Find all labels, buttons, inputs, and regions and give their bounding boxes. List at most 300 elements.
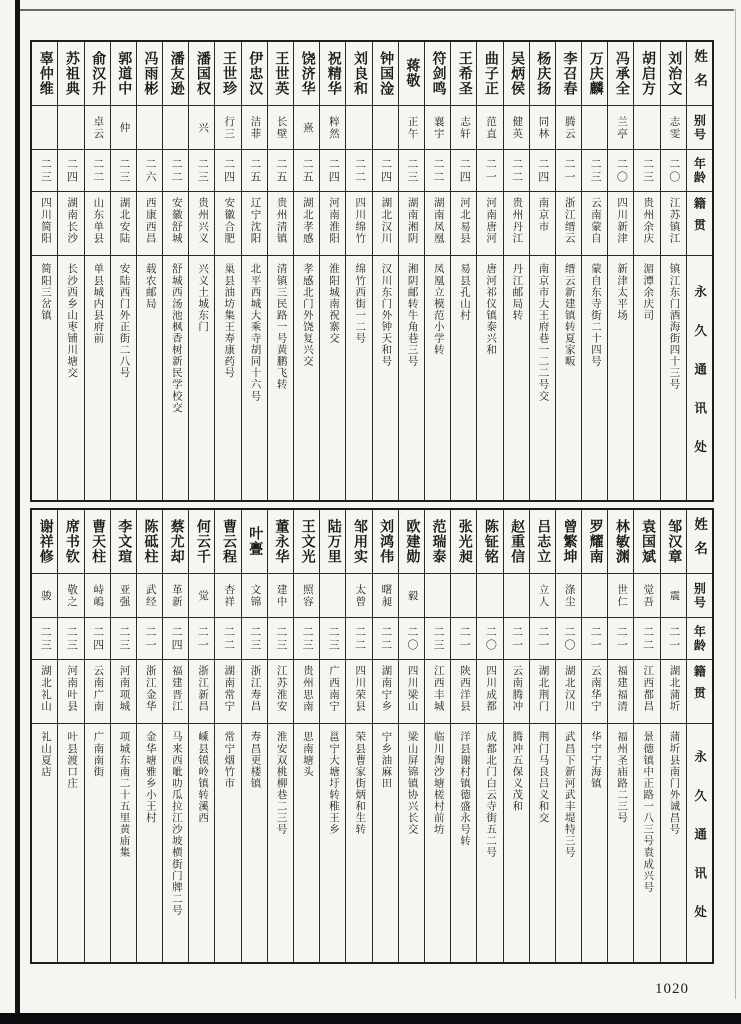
person-origin: 湖北汉川 <box>373 192 398 256</box>
person-name: 席书钦 <box>58 510 83 574</box>
person-origin: 河南叶县 <box>58 660 83 724</box>
person-address: 北平西城大乘寺胡同十六号 <box>249 263 261 402</box>
person-alias <box>451 574 476 618</box>
person-address: 洋县谢村镇德盛永号转 <box>458 731 470 847</box>
person-age: 二〇 <box>556 618 581 660</box>
person-origin: 南京市 <box>530 192 555 256</box>
person-name: 冯承全 <box>608 42 633 106</box>
person-origin: 贵州思南 <box>294 660 319 724</box>
person-name: 赵重信 <box>504 510 529 574</box>
person-age: 二二 <box>215 618 240 660</box>
person-address: 淮阳城南祝寨交 <box>328 263 340 344</box>
person-origin: 江西都昌 <box>634 660 659 724</box>
person-name: 范瑞泰 <box>425 510 450 574</box>
person-alias <box>58 106 83 150</box>
person-column <box>320 42 346 500</box>
person-address: 淮安双桃柳巷二三号 <box>275 731 287 835</box>
person-name: 郭道中 <box>111 42 136 106</box>
person-alias: 亚强 <box>111 574 136 618</box>
person-name: 万庆麟 <box>582 42 607 106</box>
person-age: 二〇 <box>477 618 502 660</box>
person-alias: 武经 <box>137 574 162 618</box>
person-address: 汉川东门外钟天和号 <box>380 263 392 367</box>
person-origin: 贵州丹江 <box>504 192 529 256</box>
person-origin: 江西丰城 <box>425 660 450 724</box>
person-age: 二二 <box>634 618 659 660</box>
person-origin: 浙江缙云 <box>556 192 581 256</box>
person-name: 蔡尤却 <box>163 510 188 574</box>
person-age: 二三 <box>268 618 293 660</box>
person-address: 镇江东门酒海街四十三号 <box>668 263 680 391</box>
person-name: 曹天柱 <box>85 510 110 574</box>
person-age: 二四 <box>215 150 240 192</box>
person-column <box>425 42 451 500</box>
person-alias: 世仁 <box>608 574 633 618</box>
person-name: 叶亹 <box>242 510 267 574</box>
person-name: 曲子正 <box>477 42 502 106</box>
scan-top-border <box>18 9 734 11</box>
person-column <box>477 510 503 962</box>
person-address: 丹江邮局转 <box>511 263 523 321</box>
person-name: 董永华 <box>268 510 293 574</box>
person-alias: 志轩 <box>451 106 476 150</box>
person-column <box>556 510 582 962</box>
person-column <box>163 42 189 500</box>
person-name: 罗耀南 <box>582 510 607 574</box>
person-origin: 云南华宁 <box>582 660 607 724</box>
person-alias: 正午 <box>399 106 424 150</box>
person-alias: 毅 <box>399 574 424 618</box>
person-alias <box>163 106 188 150</box>
person-origin: 湖北礼山 <box>32 660 57 724</box>
person-origin: 四川新津 <box>608 192 633 256</box>
person-origin: 江苏淮安 <box>268 660 293 724</box>
person-origin: 湖北安陆 <box>111 192 136 256</box>
person-name: 苏祖典 <box>58 42 83 106</box>
person-alias: 太曾 <box>346 574 371 618</box>
person-alias <box>425 574 450 618</box>
person-alias <box>32 106 57 150</box>
person-address: 思南塘头 <box>301 731 313 778</box>
person-column <box>582 510 608 962</box>
person-age: 二三 <box>425 618 450 660</box>
person-column <box>137 510 163 962</box>
person-origin: 浙江寿昌 <box>242 660 267 724</box>
person-name: 祝精华 <box>320 42 345 106</box>
person-name: 潘友逊 <box>163 42 188 106</box>
person-address: 礼山夏店 <box>39 731 51 778</box>
person-address: 蒲圻县南门外诚昌号 <box>668 731 680 835</box>
person-origin: 河南项城 <box>111 660 136 724</box>
person-address: 腾冲五保义茂和 <box>511 731 523 812</box>
person-column <box>242 42 268 500</box>
person-alias: 震 <box>661 574 686 618</box>
person-origin: 湖南长沙 <box>58 192 83 256</box>
person-alias: 腾云 <box>556 106 581 150</box>
person-alias: 敬之 <box>58 574 83 618</box>
person-age: 二一 <box>608 618 633 660</box>
person-column <box>634 42 660 500</box>
person-address: 常宁烟竹市 <box>223 731 235 789</box>
person-column <box>504 42 530 500</box>
person-age: 二三 <box>294 618 319 660</box>
person-origin: 湖北孝感 <box>294 192 319 256</box>
person-age: 二一 <box>582 618 607 660</box>
person-alias: 兰亭 <box>608 106 633 150</box>
person-address: 项城东南二十五里黄庙集 <box>118 731 130 859</box>
person-alias: 觉 <box>189 574 214 618</box>
person-column <box>608 510 634 962</box>
person-address: 载农邮局 <box>144 263 156 310</box>
person-alias: 涤尘 <box>556 574 581 618</box>
person-column <box>346 510 372 962</box>
person-name: 王世英 <box>268 42 293 106</box>
person-origin: 云南广南 <box>85 660 110 724</box>
person-name: 吴炳侯 <box>504 42 529 106</box>
person-age: 二四 <box>373 150 398 192</box>
person-address: 嵊县镆岭镇转溪西 <box>197 731 209 824</box>
person-alias <box>346 106 371 150</box>
person-alias: 曙昶 <box>373 574 398 618</box>
person-origin: 云南腾冲 <box>504 660 529 724</box>
person-origin: 湖南凤凰 <box>425 192 450 256</box>
person-column <box>530 42 556 500</box>
person-age: 二三 <box>111 618 136 660</box>
person-origin: 广西南宁 <box>320 660 345 724</box>
person-address: 简阳三岔镇 <box>39 263 51 321</box>
person-column <box>85 510 111 962</box>
person-alias: 文锦 <box>242 574 267 618</box>
person-column <box>294 42 320 500</box>
person-alias: 熹 <box>294 106 319 150</box>
scan-right-border <box>735 9 736 999</box>
person-age: 二二 <box>373 618 398 660</box>
person-name: 张光昶 <box>451 510 476 574</box>
person-address: 宁乡油麻田 <box>380 731 392 789</box>
person-age: 二三 <box>111 150 136 192</box>
header-age: 年龄 <box>687 150 712 192</box>
header-name: 姓名 <box>687 42 712 106</box>
person-alias <box>634 106 659 150</box>
directory-table-bottom <box>30 508 714 964</box>
person-address: 南京市大王府巷一二二号交 <box>537 263 549 402</box>
person-age: 二一 <box>451 618 476 660</box>
person-column <box>451 510 477 962</box>
person-alias: 卓云 <box>85 106 110 150</box>
person-age: 二四 <box>530 150 555 192</box>
person-alias <box>504 574 529 618</box>
person-origin: 西康西昌 <box>137 192 162 256</box>
person-origin: 湖南湘阴 <box>399 192 424 256</box>
person-name: 刘鸿伟 <box>373 510 398 574</box>
person-column <box>215 42 241 500</box>
person-origin: 福建福清 <box>608 660 633 724</box>
person-address: 邕宁大塘圩转稚王乡 <box>328 731 340 835</box>
person-address: 清镇三民路一号黄鹏飞转 <box>275 263 287 391</box>
header-age: 年龄 <box>687 618 712 660</box>
person-origin: 河南淮阳 <box>320 192 345 256</box>
person-age: 二一 <box>556 150 581 192</box>
person-address: 蒙自东寺街二十四号 <box>589 263 601 367</box>
person-alias: 同林 <box>530 106 555 150</box>
person-origin: 湖南宁乡 <box>373 660 398 724</box>
person-age: 二三 <box>320 618 345 660</box>
person-age: 二四 <box>320 150 345 192</box>
person-origin: 陕西洋县 <box>451 660 476 724</box>
person-alias: 仲 <box>111 106 136 150</box>
person-name: 潘国权 <box>189 42 214 106</box>
person-origin: 浙江新昌 <box>189 660 214 724</box>
person-origin: 四川梁山 <box>399 660 424 724</box>
person-column <box>608 42 634 500</box>
person-alias: 革新 <box>163 574 188 618</box>
person-column <box>425 510 451 962</box>
person-column <box>189 42 215 500</box>
person-column <box>346 42 372 500</box>
person-address: 唐河祁仪镇泰兴和 <box>485 263 497 356</box>
person-address: 巢县油坊集王寿康药号 <box>223 263 235 379</box>
person-column <box>373 42 399 500</box>
directory-table-top <box>30 40 714 502</box>
header-alias: 别号 <box>687 106 712 150</box>
person-age: 二二 <box>346 618 371 660</box>
person-age: 二四 <box>163 618 188 660</box>
person-address: 兴义土城东门 <box>197 263 209 333</box>
person-address: 长沙西乡山枣铺川塘交 <box>66 263 78 379</box>
person-origin: 湖北荆门 <box>530 660 555 724</box>
person-column <box>242 510 268 962</box>
person-name: 何云千 <box>189 510 214 574</box>
person-alias: 健英 <box>504 106 529 150</box>
person-origin: 湖北蒲圻 <box>661 660 686 724</box>
person-origin: 贵州余庆 <box>634 192 659 256</box>
person-name: 王文光 <box>294 510 319 574</box>
person-age: 二〇 <box>399 618 424 660</box>
person-name: 李文瑄 <box>111 510 136 574</box>
person-address: 舒城西汤池枫香树新民学校交 <box>170 263 182 414</box>
person-age: 二三 <box>634 150 659 192</box>
person-address: 缙云新建镇转夏家畈 <box>563 263 575 367</box>
person-alias: 照容 <box>294 574 319 618</box>
person-origin: 安徽舒城 <box>163 192 188 256</box>
person-address: 新津太平场 <box>616 263 628 321</box>
person-name: 陆万里 <box>320 510 345 574</box>
person-name: 袁国斌 <box>634 510 659 574</box>
person-origin: 河南唐河 <box>477 192 502 256</box>
person-column <box>137 42 163 500</box>
person-column <box>504 510 530 962</box>
person-age: 二五 <box>268 150 293 192</box>
person-address: 绵竹西街一二号 <box>354 263 366 344</box>
person-address: 湘阴邮转牛角巷三号 <box>406 263 418 367</box>
person-column <box>661 510 687 962</box>
person-address: 梁山屏锦镇协兴长交 <box>406 731 418 835</box>
person-column <box>634 510 660 962</box>
person-address: 荆门马良吕义和交 <box>537 731 549 824</box>
person-alias: 立人 <box>530 574 555 618</box>
person-column <box>661 42 687 500</box>
person-name: 饶济华 <box>294 42 319 106</box>
person-name: 吕志立 <box>530 510 555 574</box>
person-age: 二三 <box>582 150 607 192</box>
person-age: 二二 <box>85 150 110 192</box>
person-address: 临川淘沙塘槎村前坊 <box>432 731 444 835</box>
person-address: 单县城内县府前 <box>92 263 104 344</box>
person-name: 刘治文 <box>661 42 686 106</box>
person-column <box>268 42 294 500</box>
person-alias: 行三 <box>215 106 240 150</box>
table-header-column <box>687 510 712 962</box>
header-address: 永久通讯处 <box>692 749 707 944</box>
person-name: 李召春 <box>556 42 581 106</box>
person-column <box>58 510 84 962</box>
person-column <box>320 510 346 962</box>
person-name: 杨庆扬 <box>530 42 555 106</box>
person-origin: 湖北汉川 <box>556 660 581 724</box>
person-name: 陈砥柱 <box>137 510 162 574</box>
person-name: 陈钲铭 <box>477 510 502 574</box>
person-address: 武昌下新河武丰堤特三号 <box>563 731 575 859</box>
person-origin: 福建晋江 <box>163 660 188 724</box>
person-age: 二四 <box>451 150 476 192</box>
person-age: 二五 <box>294 150 319 192</box>
person-name: 辜仲维 <box>32 42 57 106</box>
person-age: 二二 <box>346 150 371 192</box>
person-alias: 粹然 <box>320 106 345 150</box>
person-age: 二〇 <box>661 150 686 192</box>
person-column <box>163 510 189 962</box>
person-column <box>582 42 608 500</box>
person-origin: 湖南常宁 <box>215 660 240 724</box>
person-name: 蒋敬 <box>399 42 424 106</box>
person-column <box>556 42 582 500</box>
person-alias: 杏祥 <box>215 574 240 618</box>
person-column <box>111 510 137 962</box>
header-address: 永久通讯处 <box>692 284 707 479</box>
person-age: 二三 <box>399 150 424 192</box>
person-age: 二一 <box>189 618 214 660</box>
header-alias: 别号 <box>687 574 712 618</box>
person-name: 林敏渊 <box>608 510 633 574</box>
person-address: 景德镇中正路一八三号袁成兴号 <box>642 731 654 893</box>
person-alias <box>137 106 162 150</box>
person-origin: 江苏镇江 <box>661 192 686 256</box>
person-column <box>399 42 425 500</box>
person-origin: 浙江金华 <box>137 660 162 724</box>
person-age: 二二 <box>163 150 188 192</box>
person-age: 二五 <box>242 150 267 192</box>
person-column <box>268 510 294 962</box>
person-column <box>111 42 137 500</box>
person-column <box>215 510 241 962</box>
person-origin: 贵州兴义 <box>189 192 214 256</box>
person-age: 二三 <box>32 618 57 660</box>
person-address: 成都北门白云寺街五二号 <box>485 731 497 859</box>
person-address: 叶县渡口庄 <box>66 731 78 789</box>
person-age: 二一 <box>661 618 686 660</box>
person-age: 二一 <box>530 618 555 660</box>
person-age: 二三 <box>189 150 214 192</box>
header-origin: 籍贯 <box>687 660 712 724</box>
person-address: 福州圣庙路二三号 <box>616 731 628 824</box>
person-alias <box>582 106 607 150</box>
person-name: 刘良和 <box>346 42 371 106</box>
person-alias: 兴 <box>189 106 214 150</box>
person-alias: 志雯 <box>661 106 686 150</box>
page-number: 1020 <box>655 981 689 997</box>
person-age: 二一 <box>504 618 529 660</box>
person-alias <box>582 574 607 618</box>
person-column <box>294 510 320 962</box>
person-column <box>477 42 503 500</box>
person-column <box>32 42 58 500</box>
person-name: 钟国淦 <box>373 42 398 106</box>
person-name: 欧建勋 <box>399 510 424 574</box>
person-name: 俞汉升 <box>85 42 110 106</box>
person-column <box>85 42 111 500</box>
person-alias: 范直 <box>477 106 502 150</box>
person-address: 广南南街 <box>92 731 104 778</box>
person-origin: 四川荣县 <box>346 660 371 724</box>
person-address: 易县孔山村 <box>458 263 470 321</box>
person-address: 湄潭余庆司 <box>642 263 654 321</box>
person-column <box>58 42 84 500</box>
person-name: 谢祥修 <box>32 510 57 574</box>
person-alias <box>373 106 398 150</box>
scan-left-border <box>15 0 20 1024</box>
person-name: 冯雨彬 <box>137 42 162 106</box>
person-column <box>399 510 425 962</box>
person-column <box>530 510 556 962</box>
person-age: 二四 <box>85 618 110 660</box>
person-age: 二二 <box>504 150 529 192</box>
person-address: 寿昌更楼镇 <box>249 731 261 789</box>
person-alias <box>320 574 345 618</box>
person-age: 二四 <box>58 150 83 192</box>
person-name: 胡启方 <box>634 42 659 106</box>
person-alias: 觉吾 <box>634 574 659 618</box>
person-age: 二一 <box>137 618 162 660</box>
person-alias: 峙嵨 <box>85 574 110 618</box>
person-age: 二一 <box>477 150 502 192</box>
person-name: 曹云程 <box>215 510 240 574</box>
person-origin: 辽宁沈阳 <box>242 192 267 256</box>
person-address: 孝感北门外饶复兴交 <box>301 263 313 367</box>
person-address: 马来西呲叻瓜拉江沙坡横街门牌二号 <box>170 731 182 916</box>
person-origin: 河北易县 <box>451 192 476 256</box>
table-header-column <box>687 42 712 500</box>
person-origin: 四川成都 <box>477 660 502 724</box>
person-column <box>451 42 477 500</box>
person-alias: 襄宇 <box>425 106 450 150</box>
person-age: 二〇 <box>608 150 633 192</box>
person-column <box>373 510 399 962</box>
person-alias: 建中 <box>268 574 293 618</box>
header-origin: 籍贯 <box>687 192 712 256</box>
person-age: 二六 <box>137 150 162 192</box>
header-name: 姓名 <box>687 510 712 574</box>
person-alias: 洁菲 <box>242 106 267 150</box>
person-name: 曾繁坤 <box>556 510 581 574</box>
person-column <box>189 510 215 962</box>
person-age: 二二 <box>425 150 450 192</box>
person-age: 二三 <box>32 150 57 192</box>
person-name: 符剑鸣 <box>425 42 450 106</box>
person-age: 二三 <box>242 618 267 660</box>
person-address: 安陆西门外正街二八号 <box>118 263 130 379</box>
person-origin: 贵州清镇 <box>268 192 293 256</box>
person-name: 伊忠汉 <box>242 42 267 106</box>
